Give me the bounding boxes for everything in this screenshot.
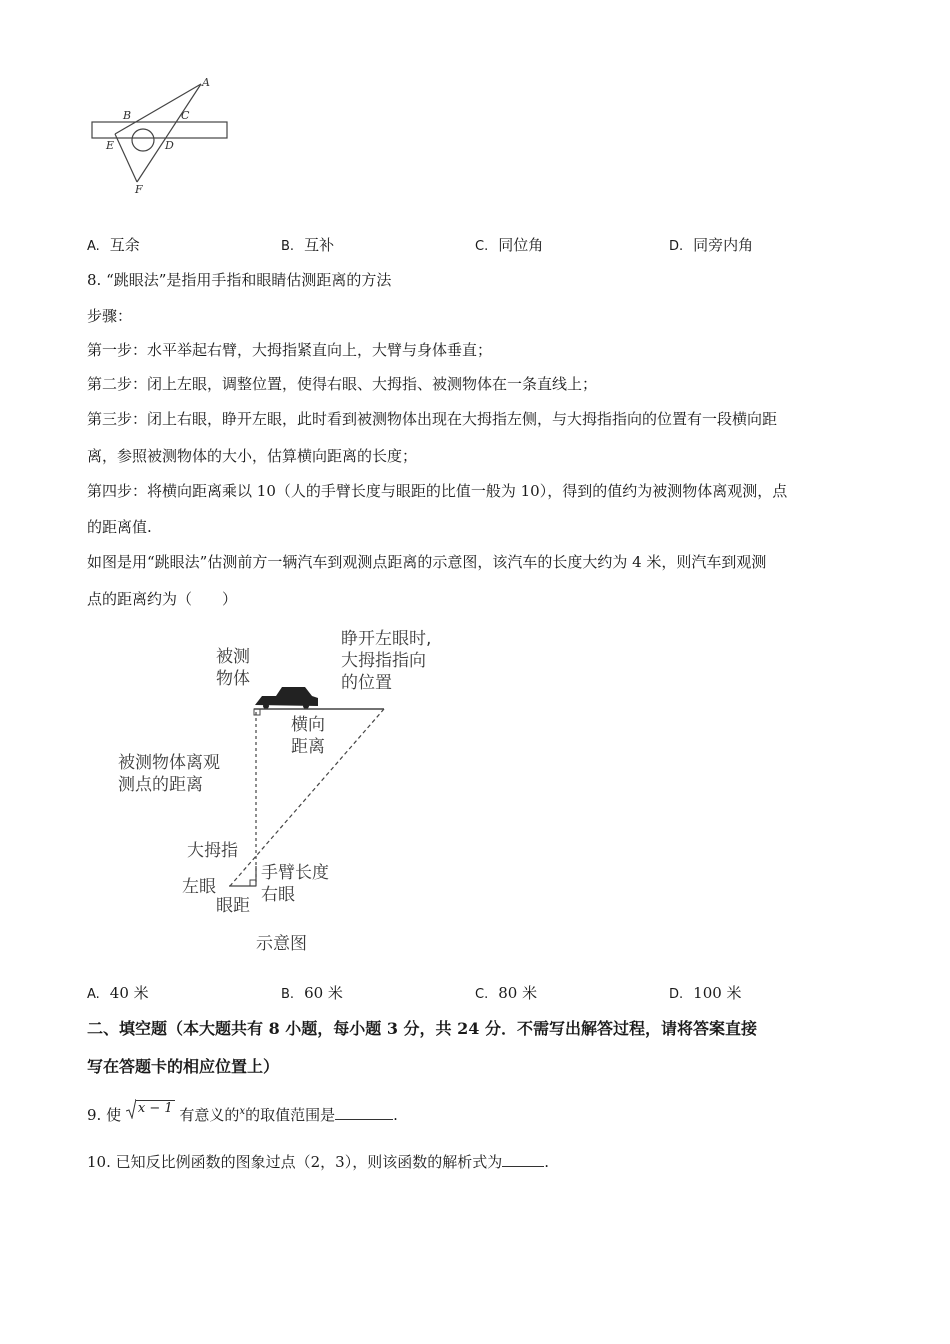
option-text: 互余: [109, 236, 140, 254]
label-c: C: [181, 109, 190, 122]
section2-heading-line2: 写在答题卡的相应位置上）: [87, 1057, 280, 1076]
q9-suffix: 的取值范围是: [245, 1106, 336, 1124]
option-letter: A.: [87, 239, 100, 254]
diagram-caption: 示意图: [256, 934, 307, 954]
q8-step4-b: 的距离值.: [87, 518, 152, 536]
segment-af: [137, 84, 201, 182]
q9-radicand: x − 1: [137, 1101, 173, 1116]
q8-question-b: 点的距离约为（ ）: [87, 590, 238, 608]
q8-question-a: 如图是用“跳眼法”估测前方一辆汽车到观测点距离的示意图，该汽车的长度大约为 4 米，则汽车到观测: [87, 553, 767, 571]
q8-option-a: [87, 983, 149, 1005]
label-a: A: [202, 76, 210, 89]
q8-step3-a: 第三步：闭上右眼，睁开左眼，此时看到被测物体出现在大拇指左侧，与大拇指指向的位置有一段横向距: [87, 410, 778, 428]
option-letter: B.: [281, 239, 295, 254]
q9-answer-blank[interactable]: [335, 1105, 393, 1120]
angle-figure: [85, 72, 245, 197]
label-measured-object: 被测 物体: [216, 647, 250, 689]
label-thumb-direction: 睁开左眼时, 大拇指指向 的位置: [341, 629, 432, 693]
option-text: 100 米: [693, 984, 742, 1002]
option-letter: C.: [475, 239, 489, 254]
label-b: B: [123, 109, 132, 122]
q8-stem: 8. “跳眼法”是指用手指和眼睛估测距离的方法: [87, 271, 392, 289]
q9-middle: 有意义的: [179, 1106, 240, 1124]
q9-prefix: 9. 使: [87, 1106, 122, 1124]
label-left-eye: 左眼: [182, 877, 216, 897]
q10-answer-blank[interactable]: [502, 1152, 544, 1167]
label-f: F: [135, 183, 143, 196]
parallel-strip: [92, 122, 227, 138]
q8-option-d: [669, 983, 742, 1005]
car-icon: [255, 687, 318, 709]
circle: [132, 129, 154, 151]
option-text: 同位角: [498, 236, 544, 254]
segment-bf: [115, 134, 137, 182]
option-text: 互补: [304, 236, 335, 254]
label-right-eye: 右眼: [261, 885, 295, 905]
option-text: 同旁内角: [693, 236, 754, 254]
label-d: D: [165, 139, 174, 152]
label-e: E: [106, 139, 115, 152]
label-thumb: 大拇指: [187, 841, 238, 861]
section2-heading-line1: 二、填空题（本大题共有 8 小题，每小题 3 分，共 24 分．不需写出解答过程，请将答案直接: [87, 1019, 757, 1038]
jump-eye-diagram: [0, 620, 520, 960]
q9-sqrt: [126, 1099, 175, 1120]
right-angle-mark: [254, 709, 260, 715]
option-text: 40 米: [109, 984, 149, 1002]
q8-step2: 第二步：闭上左眼，调整位置，使得右眼、大拇指、被测物体在一条直线上；: [87, 375, 598, 393]
label-lateral-distance: 横向 距离: [291, 715, 325, 757]
q7-option-b: [281, 235, 334, 257]
option-letter: D.: [669, 987, 684, 1002]
q9: 9. 使 x − 1 有意义的$^x$的取值范围是 .: [87, 1102, 398, 1127]
option-letter: A.: [87, 987, 100, 1002]
eye-right-angle: [250, 880, 256, 886]
option-letter: C.: [475, 987, 489, 1002]
option-letter: D.: [669, 239, 684, 254]
label-eye-distance: 眼距: [216, 896, 250, 916]
q8-step3-b: 离，参照被测物体的大小，估算横向距离的长度；: [87, 447, 418, 465]
q8-step4-a: 第四步：将横向距离乘以 10（人的手臂长度与眼距的比值一般为 10），得到的值约为被测物体离观测，点: [87, 482, 788, 500]
q8-option-c: [475, 983, 537, 1005]
option-text: 80 米: [498, 984, 538, 1002]
q8-option-b: [281, 983, 343, 1005]
q10-prefix: 10. 已知反比例函数的图象过点（2，3），则该函数的解析式为: [87, 1153, 503, 1171]
q8-steps-title: 步骤：: [87, 307, 133, 325]
q7-option-d: [669, 235, 753, 257]
q7-option-a: [87, 235, 140, 257]
q7-option-c: [475, 235, 543, 257]
sqrt-icon: [126, 1099, 136, 1119]
q9-var: x: [239, 1106, 246, 1117]
label-arm-length: 手臂长度: [261, 863, 329, 883]
option-text: 60 米: [304, 984, 343, 1002]
option-letter: B.: [281, 987, 295, 1002]
label-object-distance: 被测物体离观 测点的距离: [118, 753, 220, 795]
q10: 10. 已知反比例函数的图象过点（2，3），则该函数的解析式为 .: [87, 1153, 549, 1171]
q8-step1: 第一步：水平举起右臂，大拇指紧直向上，大臂与身体垂直；: [87, 341, 493, 359]
